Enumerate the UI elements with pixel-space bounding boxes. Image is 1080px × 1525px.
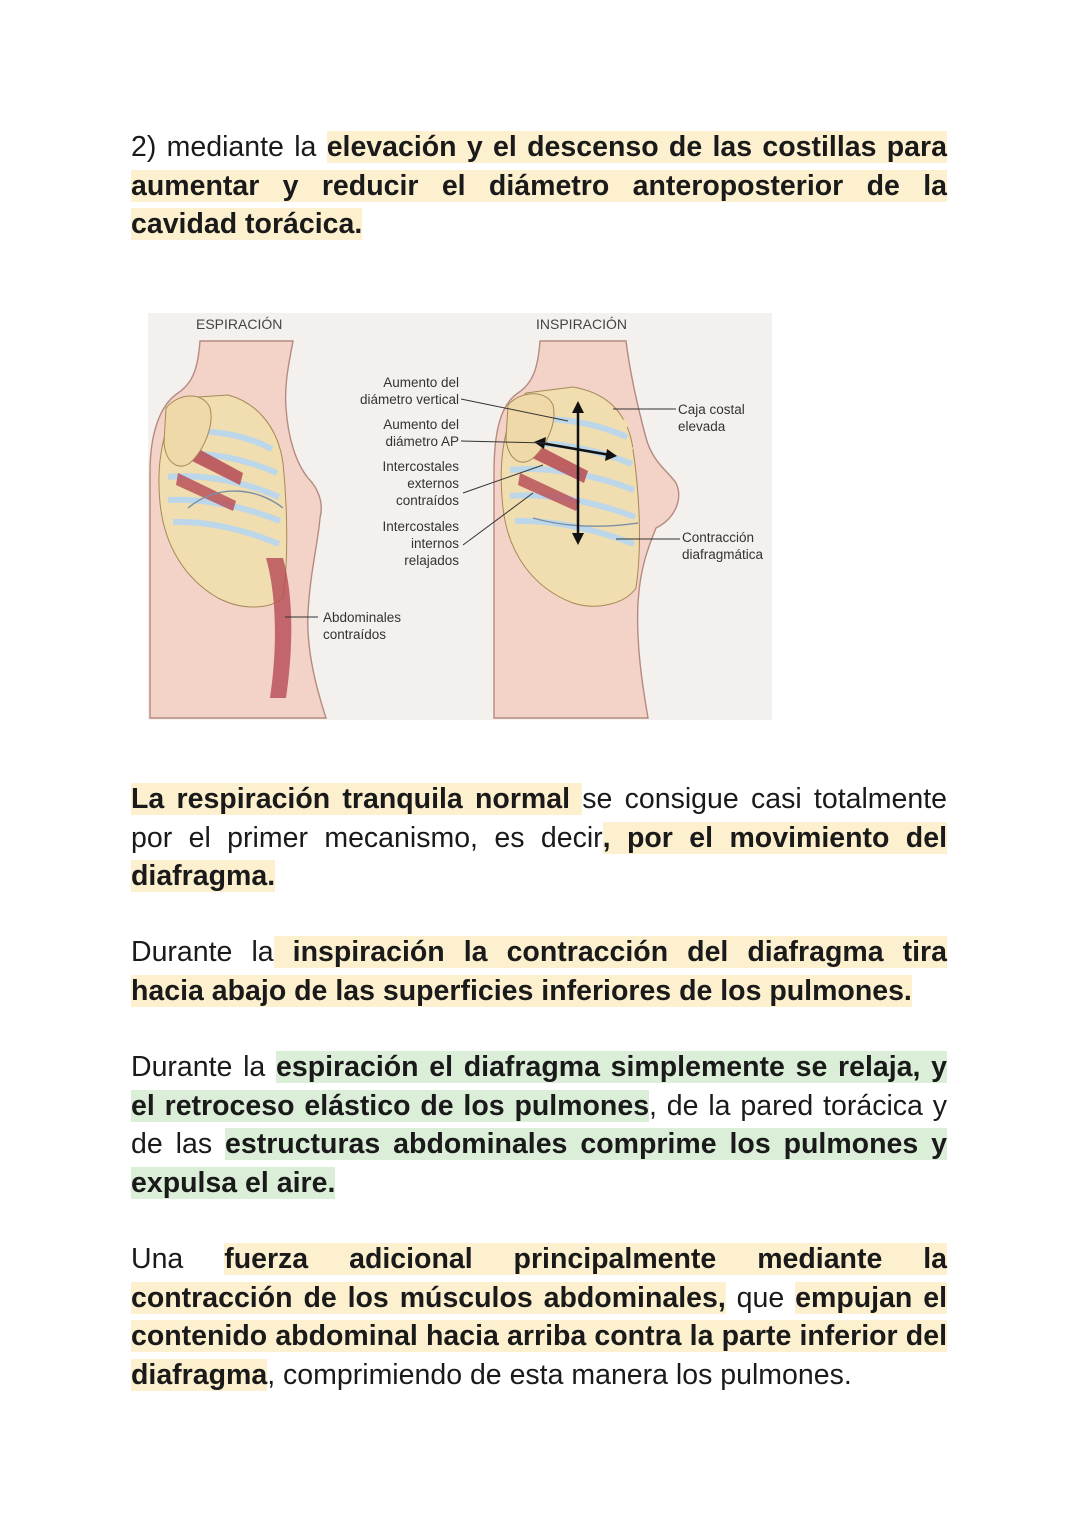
paragraph-normal-breathing (131, 780, 947, 896)
text-plain: Durante la (131, 936, 274, 968)
title-inspiracion: INSPIRACIÓN (536, 316, 628, 332)
text-highlight-green: estructuras abdominales comprime los pulmones y expulsa el aire. (131, 1128, 947, 1199)
label-ext-line2: externos (407, 476, 459, 491)
label-abd-line2: contraídos (323, 627, 387, 642)
text-plain: se consigue casi totalmente por el primer mecanismo, es decir (131, 783, 948, 854)
text-highlight: fuerza adicional principalmente mediante la contracción de los músculos abdominales, (131, 1243, 948, 1314)
label-ap-line2: diámetro AP (385, 434, 459, 449)
label-int-line1: Intercostales (382, 519, 459, 534)
paragraph-additional-force (131, 1240, 947, 1394)
text-plain: 2) mediante la (131, 131, 327, 163)
label-ap-line1: Aumento del (383, 417, 459, 432)
label-abd-line1: Abdominales (323, 610, 402, 625)
paragraph-ribs-mechanism (131, 128, 947, 244)
text-plain: , de la pared torácica y de las (131, 1089, 947, 1160)
label-dia-line2: diafragmática (682, 547, 764, 562)
text-plain: , comprimiendo de esta manera los pulmones. (267, 1358, 852, 1391)
text-highlight: elevación y el descenso de las costillas para aumentar y reducir el diámetro anteroposterior de la cavidad torácica. (131, 131, 947, 240)
title-espiracion: ESPIRACIÓN (196, 316, 283, 332)
text-highlight: , por el movimiento del diafragma. (131, 821, 947, 892)
label-int-line3: relajados (404, 553, 459, 568)
label-vertical-line1: Aumento del (383, 375, 459, 390)
label-ext-line3: contraídos (395, 493, 459, 508)
text-plain: que (725, 1281, 796, 1314)
paragraph-inspiration (131, 933, 947, 1010)
label-caja-line2: elevada (678, 419, 726, 434)
text-plain: Una (131, 1243, 225, 1275)
text-plain: Durante la (131, 1051, 276, 1083)
text-highlight: empujan el contenido abdominal hacia arriba contra la parte inferior del diafragma (131, 1281, 948, 1391)
label-ext-line1: Intercostales (382, 459, 459, 474)
paragraph-expiration (131, 1048, 947, 1202)
respiration-figure (148, 313, 772, 720)
label-caja-line1: Caja costal (678, 402, 745, 417)
text-highlight-green: espiración el diafragma simplemente se relaja, y el retroceso elástico de los pulmones (131, 1051, 947, 1122)
label-int-line2: internos (410, 536, 459, 551)
label-vertical-line2: diámetro vertical (359, 392, 459, 407)
label-dia-line1: Contracción (682, 530, 755, 545)
text-highlight: La respiración tranquila normal (131, 783, 583, 815)
text-highlight: inspiración la contracción del diafragma tira hacia abajo de las superficies inferiores de los pulmones. (131, 936, 947, 1007)
